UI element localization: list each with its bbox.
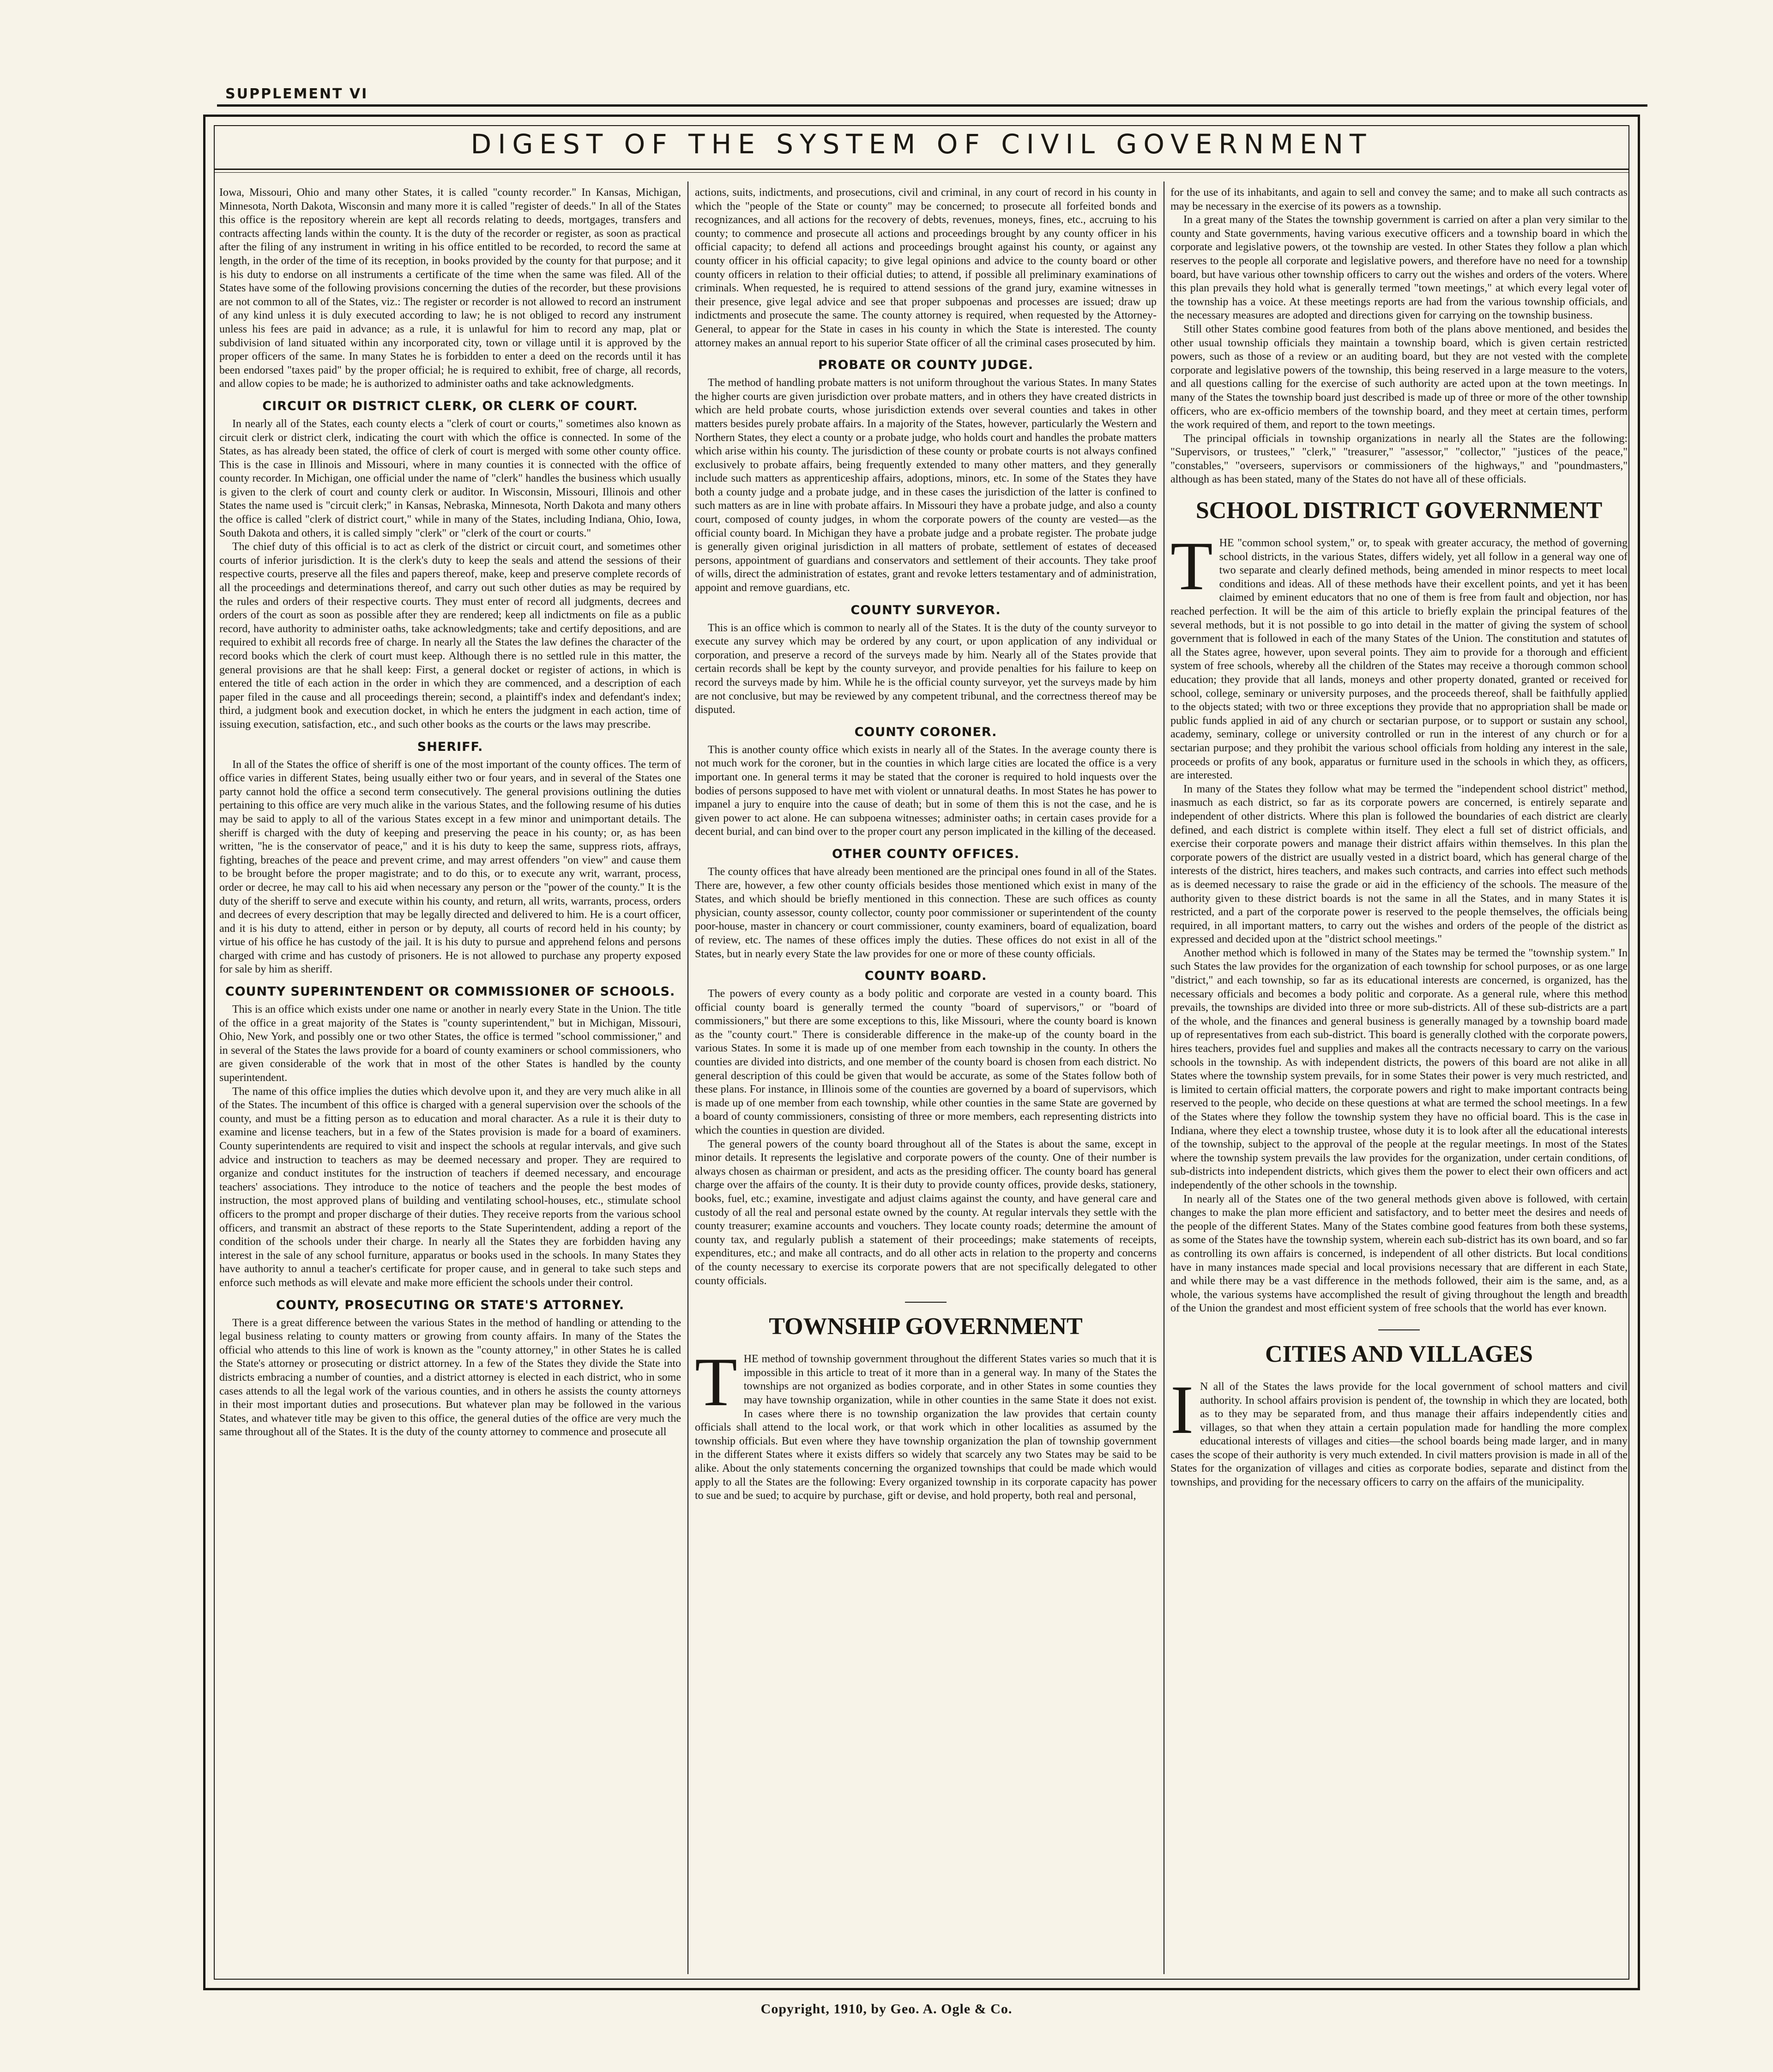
title-rule [214,169,1629,173]
paragraph: The general powers of the county board throughout all of the States is about the same, except in minor details. It represents the legislative and corporate powers of the county. One of their number is always chosen as chairman or president, and acts as the presiding officer. The county board has general charge over the affairs of the county. It is their duty to provide county offices, provide desks, stationery, books, fuel, etc.; examine, investigate and adjust claims against the county, and have general care and custody of all the real and personal estate owned by the county. At regular intervals they settle with the county treasurer; examine accounts and vouchers. They locate county roads; determine the amount of county tax, and regularly publish a statement of their proceedings; make statements of receipts, expenditures, etc.; and make all contracts, and do all other acts in relation to the property and concerns of the county necessary to exercise its corporate powers that are not specifically delegated to other county officials. [695,1138,1157,1287]
paragraph-text: HE method of township government throughout the different States varies so much that it is impossible in this article to treat of it more than in a general way. In many of the States the townships are not organized as bodies corporate, and in other States in some counties they may have township organization, while in other counties in the same State it does not exist. In cases where there is no township organization the law provides that certain county officials shall attend to the local work, or that work which in other localities as assumed by the township officials. But even where they have township organization the plan of township government in the different States where it exists differs so widely that scarcely any two States may be said to be alike. About the only statements concerning the organized townships that could be made which would apply to all the States are the following: Every organized township in its corporate capacity has power to sue and be sued; to acquire by purchase, gift or devise, and hold property, both real and personal, [695,1353,1157,1502]
paragraph: The name of this office implies the duties which devolve upon it, and they are very much alike in all of the States. The incumbent of this office is charged with a general supervision over the schools of the county, and must be a fitting person as to education and moral character. As a rule it is their duty to examine and license teachers, but in a few of the States provision is made for a board of examiners. County superintendents are required to visit and inspect the schools at regular intervals, and give such advice and instruction to teachers as may be deemed necessary and proper. They are required to organize and conduct institutes for the instruction of teachers if deemed necessary, and encourage teachers' associations. They introduce to the notice of teachers and the people the best modes of instruction, the most approved plans of building and ventilating school-houses, etc., stimulate school officers to the prompt and proper discharge of their duties. They receive reports from the various school officers, and transmit an abstract of these reports to the State Superintendent, adding a report of the condition of the schools under their charge. In nearly all the States they are forbidden having any interest in the sale of any school furniture, apparatus or books used in the schools. In many States they have authority to annul a teacher's certificate for proper cause, and in general to take such steps and enforce such methods as will elevate and make more efficient the schools under their control. [219,1085,681,1289]
section-rule [1378,1329,1420,1330]
paragraph: Iowa, Missouri, Ohio and many other States, it is called "county recorder." In Kansas, Michigan, Minnesota, North Dakota, Wisconsin and many more it is called "register of deeds." In all of the States this office is the repository wherein are kept all records relating to deeds, mortgages, transfers and contracts affecting lands within the county. It is the duty of the recorder or register, as soon as practical after the filing of any instrument in writing in his office entitled to be recorded, to record the same at length, in the order of the time of its reception, in books provided by the county for that purpose; and it is his duty to endorse on all instruments a certificate of the time when the same was filed. All of the States have some of the following provisions concerning the duties of the recorder, but these provisions are not common to all of the States, viz.: The register or recorder is not allowed to record an instrument of any kind unless it is duly executed according to law; he is not obliged to record any instrument unless his fees are paid in advance; as a rule, it is unlawful for him to record any map, plat or subdivision of land situated within any incorporated city, town or village until it is approved by the proper officers of the same. In many States he is forbidden to enter a deed on the records until it has been endorsed "taxes paid" by the proper official; he is required to exhibit, free of charge, all records, and allow copies to be made; he is authorized to administer oaths and take acknowledgments. [219,187,681,390]
paragraph: actions, suits, indictments, and prosecutions, civil and criminal, in any court of record in his county in which the "people of the State or county" may be concerned; to prosecute all forfeited bonds and recognizances, and all actions for the recovery of debts, revenues, moneys, fines, etc., accruing to his county; to commence and prosecute all actions and proceedings brought by any county officer in his official capacity; to defend all actions and proceedings brought against his county, or against any county officer in his official capacity; to give legal opinions and advice to the county board or other county officers in relation to their official duties; to attend, if possible all preliminary examinations of criminals. When requested, he is required to attend sessions of the grand jury, examine witnesses in their presence, give legal advice and see that proper subpoenas and processes are issued; draw up indictments and prosecute the same. The county attorney is required, when requested by the Attorney-General, to appear for the State in cases in his county in which the State is interested. The county attorney makes an annual report to his superior State officer of all the criminal cases prosecuted by him. [695,187,1157,349]
section-rule [905,1302,947,1303]
paragraph-text: N all of the States the laws provide for the local government of school matters and civil authority. In school affairs provision is pendent of, the township in which they are located, both as to they may be separated from, and thus manage their affairs independently cities and villages, so that when they attain a certain population made for handling the more complex educational interests of villages and cities—the school boards being made larger, and in many cases the scope of their authority is very much extended. In civil matters provision is made in all of the States for the organization of villages and cities as corporate bodies, separate and distinct from the townships, and providing for the necessary officers to carry on the affairs of the municipality. [1170,1380,1628,1489]
paragraph: The county offices that have already been mentioned are the principal ones found in all of the States. There are, however, a few other county officials besides those mentioned which exist in many of the States, and which should be briefly mentioned in this connection. These are such offices as county physician, county assessor, county collector, county poor commissioner or superintendent of the county poor-house, master in chancery or court commissioner, county examiners, board of equalization, board of review, etc. The names of these offices imply the duties. These offices do not exist in all of the States, but in nearly every State the law provides for one or more of these county officials. [695,865,1157,960]
column-3 [1170,186,1628,1965]
column-1 [219,186,681,1965]
page-title: DIGEST OF THE SYSTEM OF CIVIL GOVERNMENT [470,128,1373,160]
copyright-line: Copyright, 1910, by Geo. A. Ogle & Co. [760,2001,1013,2017]
paragraph: The chief duty of this official is to act as clerk of the district or circuit court, and sometimes other courts of inferior jurisdiction. It is the clerk's duty to keep the seals and attend the sessions of their respective courts, preserve all the files and papers thereof, make, keep and preserve complete records of all the proceedings and determinations thereof, and carry out such other duties as may be required by the rules and orders of their respective courts. They must enter of record all judgments, decrees and orders of the court as soon as possible after they are rendered; keep all indictments on file as a public record, have authority to administer oaths, take acknowledgments; take and certify depositions, and are required to exhibit all records free of charge. In nearly all the States the law defines the character of the record books which the clerk of court must keep. Although there is no settled rule in this matter, the general provisions are that he shall keep: First, a general docket or register of actions, in which is entered the title of each action in the order in which they are commenced, and a description of each paper filed in the cause and all proceedings therein; second, a plaintiff's index and defendant's index; third, a judgment book and execution docket, in which he enters the judgment in each action, time of issuing execution, satisfaction, etc., and such other books as the courts or the laws may prescribe. [219,541,681,731]
heading-school-district-government: SCHOOL DISTRICT GOVERNMENT [1195,497,1603,524]
paragraph-text: HE "common school system," or, to speak with greater accuracy, the method of governing school districts, in the various States, differs widely, yet all follow in a general way one of two separate and clearly defined methods, being amended in minor respects to meet local conditions and ideas. All of these methods have their excellent points, and yet it has been claimed by eminent educators that no one of them is free from fault and objection, nor has reached perfection. It will be the aim of this article to briefly explain the principal features of the several methods, but it is not possible to go into detail in the matter of giving the system of school government that is followed in each of the many States of the Union. The constitution and statutes of all the States agree, however, upon several points. They aim to provide for a thorough and efficient system of free schools, whereby all the children of the States may receive a thorough common school education; they provide that all lands, moneys and other property donated, granted or received for school, college, seminary or university purposes, and the proceeds thereof, shall be faithfully applied to the objects stated; with two or three exceptions they provide that no appropriation shall be made or public funds applied in aid of any church or sectarian purpose, or to support or sustain any school, academy, seminary, college or university controlled or run in the interest of any church or for a sectarian purpose; and they prohibit the various school officials from holding any interest in the sale, proceeds or profits of any book, apparatus or furniture used in the schools in which they, as officers, are interested. [1170,537,1628,782]
paragraph: The powers of every county as a body politic and corporate are vested in a county board. This official county board is generally termed the county "board of supervisors," or "board of commissioners," but there are some exceptions to this, like Missouri, where the county board is known as the "county court." There is considerable difference in the make-up of the county board in the various States. In some it is made up of one member from each township in the county. In others the counties are divided into districts, and one member of the county board is chosen from each district. No general description of this could be given that would be accurate, as some of the States follow both of these plans. For instance, in Illinois some of the counties are governed by a board of supervisors, which is made up of one member from each township, while other counties in the same State are governed by a board of county commissioners, consisting of three or more members, each representing districts into which the counties in question are divided. [695,988,1157,1137]
heading-county-attorney: COUNTY, PROSECUTING OR STATE'S ATTORNEY. [276,1298,625,1312]
heading-probate-judge: PROBATE OR COUNTY JUDGE. [818,358,1034,373]
drop-cap: T [1170,528,1213,605]
heading-circuit-clerk: CIRCUIT OR DISTRICT CLERK, OR CLERK OF COURT. [262,399,638,413]
paragraph: In nearly all of the States one of the two general methods given above is followed, with certain changes to make the plan more efficient and satisfactory, and to better meet the desires and needs of the people of the different States. Many of the States combine good features from both these systems, as some of the States have the township system, wherein each sub-district has its own board, and so far as controlling its own affairs is concerned, is independent of all other districts. But local conditions have in many instances made special and local provisions necessary that are different in each State, and while there may be a vast difference in the methods followed, their aim is the same, and, as a whole, the various systems have accomplished the result of giving throughout the length and breadth of the Union the grandest and most efficient system of free schools that the world has ever known. [1170,1193,1628,1315]
heading-county-surveyor: COUNTY SURVEYOR. [850,603,1001,617]
paragraph: There is a great difference between the various States in the method of handling or attending to the legal business relating to county matters or growing from county affairs. In many of the States the official who attends to this line of work is known as the "county attorney," in other States he is called the State's attorney or prosecuting or district attorney. In a few of the States they divide the State into districts embracing a number of counties, and a district attorney is elected in each district, who in some cases attends to all the legal work of the various counties, and in others he assists the county attorneys in their most important duties and prosecutions. But whatever plan may be followed in the various States, and whatever title may be given to this office, the general duties of the office are very much the same throughout all of the States. It is the duty of the county attorney to commence and prosecute all [219,1317,681,1438]
top-rule [217,104,1647,107]
heading-other-county-offices: OTHER COUNTY OFFICES. [832,846,1020,861]
column-divider [687,181,688,1974]
paragraph [695,1344,1157,1503]
paragraph: In nearly all of the States, each county elects a "clerk of court or courts," sometimes also known as circuit clerk or district clerk, indicating the court with which the office is connected. In some of the States, as has already been stated, the office of clerk of court is merged with some other county office. This is the case in Illinois and Missouri, where in many counties it is connected with the office of county recorder. In Michigan, one official under the name of "clerk" handles the business which usually is given to the clerk of court and county clerk or auditor. In Wisconsin, Missouri, Illinois and other States the name used is "circuit clerk;" in Kansas, Nebraska, Minnesota, North Dakota and many others the office is called "clerk of district court," while in many of the States, including Indiana, Ohio, Iowa, South Dakota and others, it is called simply "clerk" or "clerk of the court or courts." [219,417,681,539]
paragraph: Another method which is followed in many of the States may be termed the "township system." In such States the law provides for the organization of each township for school purposes, or as one large "district," and each township, so far as its educational interests are concerned, is organized, has the necessary officials and becomes a body politic and corporate. As a general rule, where this method prevails, the townships are divided into three or more sub-districts. All of these sub-districts are a part of the whole, and the finances and general business is generally managed by a township board made up of representatives from each sub-district. This board is generally clothed with the corporate powers, hires teachers, provides fuel and supplies and makes all the contracts necessary to carry on the various schools in the township. As with independent districts, the powers of this board are not alike in all States where the township system prevails, for in some States their power is very much restricted, and is limited to certain official matters, the corporate powers and right to make important contracts being reserved to the people, who decide on these questions at what are termed the school meetings. In a few of the States where they follow the township system they have no official board. This is the case in Indiana, where they elect a township trustee, whose duty it is to look after all the educational interests of the township, subject to the approval of the people at the regular meetings. In most of the States where the township system prevails the law provides for the organization, under certain conditions, of sub-districts into independent districts, which gives them the power to elect their own officers and act independently of the other schools in the township. [1170,947,1628,1191]
paragraph: Still other States combine good features from both of the plans above mentioned, and besides the other usual township officials they maintain a township board, which is given certain restricted powers, such as those of a review or an auditing board, but they are not vested with the complete corporate and legislative powers of the township, this being reserved in a large measure to the voters, and all questions calling for the exercise of such authority are acted upon at the town meetings. In many of the States the township board just described is made up of three or more of the other township officers, who are ex-officio members of the township board, and they meet at certain times, perform the work required of them, and report to the town meetings. [1170,323,1628,431]
paragraph: This is an office which exists under one name or another in nearly every State in the Union. The title of the office in a great majority of the States is "county superintendent," but in Michigan, Missouri, Ohio, New York, and possibly one or two other States, the office is termed "school commissioner," and in several of the States the laws provide for a board of county examiners or school commissioners, who are given considerable of the work that in most of the other States is handled by the county superintendent. [219,1003,681,1084]
heading-county-superintendent: COUNTY SUPERINTENDENT OR COMMISSIONER OF SCHOOLS. [225,985,675,999]
paragraph: The method of handling probate matters is not uniform throughout the various States. In many States the higher courts are given jurisdiction over probate matters, and in others they have created districts in which are held probate courts, whose jurisdiction extends over several counties and takes in other matters besides purely probate affairs. In a majority of the States, however, particularly the Western and Northern States, they elect a county or a probate judge, who holds court and handles the probate matters which arise within his county. The jurisdiction of these county or probate courts is not always confined exclusively to probate affairs, being frequently extended to many other matters, and they generally include such matters as apprenticeship affairs, adoptions, minors, etc. In some of the States they have both a county judge and a probate judge, and in these cases the jurisdiction of the latter is confined to such matters as are in line with probate affairs. In Missouri they have a probate judge, and also a county court, composed of county judges, in whom the corporate powers of the county are vested—as the official county board. In Michigan they have a probate judge and a probate register. The probate judge is generally given original jurisdiction in all matters of probate, settlement of estates of deceased persons, appointment of guardians and conservators and settlement of their accounts. They take proof of wills, direct the administration of estates, grant and revoke letters testamentary and of administration, appoint and remove guardians, etc. [695,377,1157,594]
paragraph: This is an office which is common to nearly all of the States. It is the duty of the county surveyor to execute any survey which may be ordered by any court, or upon application of any individual or corporation, and preserve a record of the surveys made by him. Nearly all of the States provide that certain records shall be kept by the county surveyor, and provide penalties for his failure to keep on record the surveys made by him. While he is the official county surveyor, yet the surveys made by him are not conclusive, but may be reviewed by any competent tribunal, and the correctness thereof may be disputed. [695,622,1157,716]
paragraph [1170,1371,1628,1490]
column-2 [695,186,1157,1965]
paragraph: The principal officials in township organizations in nearly all the States are the following: "Supervisors, or trustees," "clerk," "treasurer," "assessor," "collector," "justices of the peace," "constables," "overseers, supervisors or commissioners of the highways," and "poundmasters," although as has been stated, many of the States do not have all of these officials. [1170,432,1628,486]
heading-county-coroner: COUNTY CORONER. [854,725,997,739]
heading-sheriff: SHERIFF. [417,739,483,754]
heading-cities-and-villages: CITIES AND VILLAGES [1265,1341,1533,1367]
paragraph: for the use of its inhabitants, and again to sell and convey the same; and to make all such contracts as may be necessary in the exercise of its powers as a township. [1170,187,1628,212]
paragraph: In all of the States the office of sheriff is one of the most important of the county offices. The term of office varies in different States, being usually either two or four years, and in several of the States one party cannot hold the office a second term consecutively. The general provisions outlining the duties pertaining to this office are very much alike in the various States, and the following resume of his duties may be said to apply to all of the various States except in a few minor and unimportant details. The sheriff is charged with the duty of keeping and preserving the peace in his county; or, as has been written, "he is the conservator of peace," and it is his duty to keep the same, suppress riots, affrays, fighting, breaches of the peace and prevent crime, and may arrest offenders "on view" and cause them to be brought before the proper magistrate; and to do this, or to execute any writ, warrant, process, order or decree, he may call to his aid when necessary any person or the "power of the county." It is the duty of the sheriff to serve and execute within his county, and return, all writs, warrants, process, orders and decrees of every description that may be legally directed and delivered to him. He is a court officer, and it is his duty to attend, either in person or by deputy, all courts of record held in his county; by virtue of his office he has custody of the jail. It is his duty to pursue and apprehend felons and persons charged with crime and has custody of prisoners. He is not allowed to purchase any property exposed for sale by him as sheriff. [219,758,681,976]
paragraph: In a great many of the States the township government is carried on after a plan very similar to the county and State governments, having various executive officers and a township board in which the corporate and legislative powers, ot the township are vested. In other States they follow a plan which reserves to the people all corporate and legislative powers, and therefore have no need for a township board, but have various other township officers to carry out the wishes and orders of the voters. Where this plan prevails they hold what is generally termed "town meetings," at which every legal voter of the township has a voice. At these meetings reports are had from the various township officials, and the necessary measures are adopted and directions given for carrying on the township business. [1170,214,1628,322]
paragraph [1170,528,1628,783]
heading-township-government: TOWNSHIP GOVERNMENT [769,1313,1083,1340]
paragraph: In many of the States they follow what may be termed the "independent school district" method, inasmuch as each district, so far as its corporate powers are concerned, is entirely separate and independent of other districts. Where this plan is followed the boundaries of each district are clearly defined, and each district is complete within itself. They elect a full set of district officials, and exercise their corporate powers and manage their district affairs within themselves. In this plan the corporate powers of the district are usually vested in a district board, which has general charge of the interests of the district, hires teachers, and makes such contracts, and carries into effect such methods as is deemed necessary to raise the grade or aid in the efficiency of the schools. The measure of the authority given to these district boards is not the same in all the States, and in many States it is restricted, and a part of the corporate power is reserved to the people themselves, the officials being required, in all important matters, to carry out the wishes and orders of the people of the district as expressed and decided upon at the "district school meetings." [1170,783,1628,946]
drop-cap: I [1170,1371,1194,1448]
paragraph: This is another county office which exists in nearly all of the States. In the average county there is not much work for the coroner, but in the counties in which large cities are located the office is a very important one. In general terms it may be stated that the coroner is required to hold inquests over the bodies of persons supposed to have met with violent or unnatural deaths. In most States he has power to impanel a jury to enquire into the cause of death; but in some of them this is not the case, and he is given power to act alone. He can subpoena witnesses; administer oaths; in certain cases provide for a decent burial, and can bind over to the proper court any person implicated in the killing of the deceased. [695,743,1157,838]
page-frame [203,115,1640,1990]
heading-county-board: COUNTY BOARD. [864,969,987,984]
supplement-label: SUPPLEMENT VI [225,86,368,102]
drop-cap: T [695,1344,737,1421]
